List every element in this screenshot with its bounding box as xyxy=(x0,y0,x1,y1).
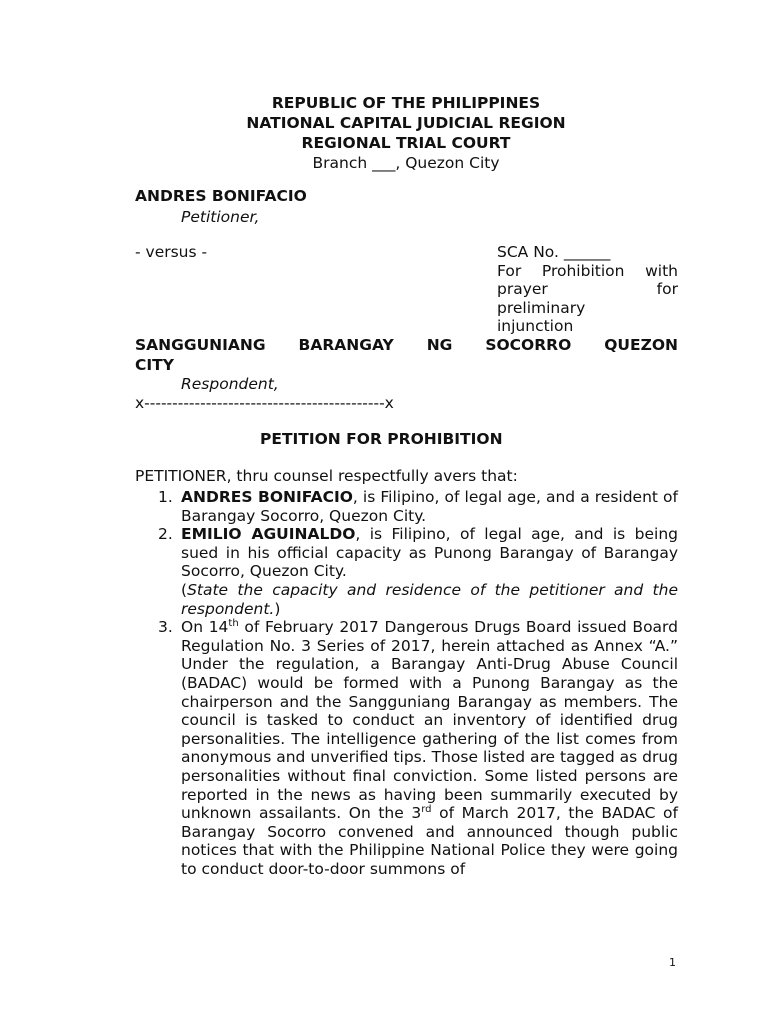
case-info xyxy=(497,243,678,336)
item-text xyxy=(181,488,678,525)
case-type-line2: prayer for xyxy=(497,280,678,298)
header-court: REGIONAL TRIAL COURT xyxy=(301,134,511,152)
item-number: 3. xyxy=(158,618,173,637)
party-name: EMILIO AGUINALDO xyxy=(181,525,356,544)
caption-divider: x-------------------------------------------x xyxy=(135,394,394,412)
item-body: , is Filipino, of legal age, and a resident of Barangay Socorro, Quezon City. xyxy=(181,488,678,525)
ordinal-suffix: th xyxy=(228,618,239,629)
item-body-b: of February 2017 Dangerous Drugs Board issued Board Regulation No. 3 Series of 2017, herein attached as Annex “A.” Under the regulation, a Barangay Anti-Drug Abuse Council (BADAC) would be formed with a Punong Barangay as the chairperson and the Sangguniang Barangay as members. The council is tasked to conduct an inventory of identified drug personalities. The intelligence gathering of the list comes from anonymous and unverified tips. Those listed are tagged as drug personalities without final conviction. Some listed persons are reported in the news as having been summarily executed by unknown assailants. On the 3 xyxy=(181,618,678,823)
header-republic: REPUBLIC OF THE PHILIPPINES xyxy=(271,94,541,112)
note-close-paren: ) xyxy=(274,599,281,618)
respondent-role: Respondent, xyxy=(181,375,279,393)
party-name: ANDRES BONIFACIO xyxy=(181,488,353,506)
respondent-name-line2: CITY xyxy=(135,356,174,374)
item-text xyxy=(181,525,678,581)
item-number: 1. xyxy=(158,488,173,506)
ordinal-suffix: rd xyxy=(421,803,432,815)
respondent-name-line1: SANGGUNIANG BARANGAY NG SOCORRO QUEZON xyxy=(135,336,678,354)
note-text: State the capacity and residence of the petitioner and the respondent. xyxy=(181,580,678,618)
petitioner-name: ANDRES BONIFACIO xyxy=(135,187,307,205)
item-body: , is Filipino, of legal age, and is being sued in his official capacity as Punong Barangay of Barangay Socorro, Quezon City. xyxy=(181,525,678,581)
item-body-c: of March 2017, the BADAC of Barangay Socorro convened and announced though public notices that with the Philippine National Police they were going to conduct door-to-door summons of xyxy=(181,804,678,878)
instruction-note xyxy=(181,581,678,618)
header-region: NATIONAL CAPITAL JUDICIAL REGION xyxy=(246,114,566,132)
case-type-line3: preliminary xyxy=(497,298,586,317)
list-item xyxy=(158,618,678,878)
list-item xyxy=(158,488,678,525)
item-number: 2. xyxy=(158,525,173,544)
header-branch: Branch ___, Quezon City xyxy=(312,154,500,172)
document-title: PETITION FOR PROHIBITION xyxy=(260,430,503,448)
item-body-a: On 14 xyxy=(181,618,229,637)
item-text xyxy=(181,618,678,878)
case-type-line4: injunction xyxy=(497,317,574,335)
page-number: 1 xyxy=(669,956,676,969)
case-type-line1: For Prohibition with xyxy=(497,261,678,280)
intro-paragraph: PETITIONER, thru counsel respectfully avers that: xyxy=(135,467,518,485)
sca-number: SCA No. ______ xyxy=(497,243,611,261)
petitioner-role: Petitioner, xyxy=(181,208,260,226)
allegations-list xyxy=(158,488,678,878)
versus-label: - versus - xyxy=(135,243,208,261)
note-open-paren: ( xyxy=(181,580,188,599)
court-header xyxy=(0,93,768,173)
list-item xyxy=(158,525,678,618)
